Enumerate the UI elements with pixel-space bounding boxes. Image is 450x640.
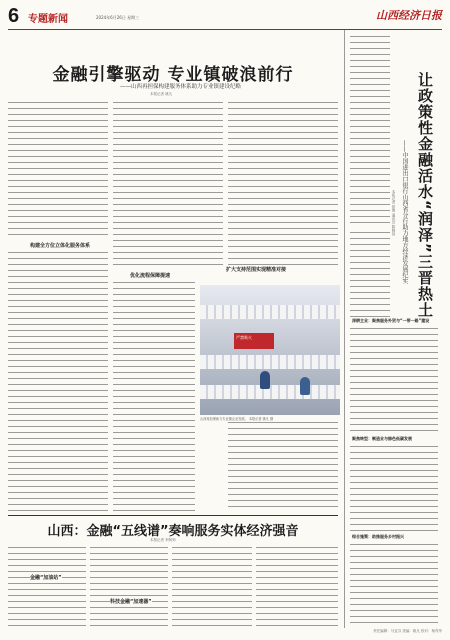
- right-byline: 本报记者 郭俊 通讯员 陈晓蓓: [392, 190, 396, 236]
- body-text: [113, 100, 223, 270]
- right-subtitle-1: 深耕主业：聚焦服务外贸与“一带一路”建设: [352, 318, 430, 323]
- main-headline: 金融引擎驱动 专业镇破浪前行: [52, 65, 294, 85]
- main-subtitle-2: 优化流程保障提速: [130, 273, 171, 279]
- shelf-row: [200, 385, 340, 399]
- page-footer: 责任编辑：马亚芬 美编：姚凡 校对：杨茂华: [373, 629, 442, 633]
- right-subhead: ——中国进出口银行山西省分行助力地方经济发展纪实: [401, 140, 408, 284]
- masthead: 山西经济日报: [376, 9, 442, 22]
- page-header: [8, 4, 442, 30]
- warning-sign: 严禁吸火: [234, 333, 274, 349]
- body-text: [350, 542, 438, 626]
- body-text: [350, 326, 438, 436]
- body-text: [113, 280, 195, 512]
- factory-photo: [200, 285, 340, 415]
- worker-figure: [260, 371, 270, 389]
- page-number: 6: [8, 5, 20, 27]
- body-text: [228, 100, 338, 265]
- main-subtitle-1: 构建全方位立体化服务体系: [30, 243, 91, 249]
- second-byline: 本报记者 李阿帅: [150, 538, 176, 542]
- body-text: [8, 100, 108, 240]
- dateline: 2024年6月26日 星期三: [96, 15, 140, 20]
- main-subtitle-3: 扩大支持范围实现精准对接: [226, 267, 287, 273]
- shelf-row: [200, 355, 340, 369]
- body-text: [8, 545, 86, 627]
- worker-figure: [300, 377, 310, 395]
- main-subhead: ——山西再担保构建服务体系助力专业镇建设纪略: [120, 84, 242, 90]
- divider: [8, 515, 338, 516]
- body-text: [350, 34, 390, 224]
- body-text: [350, 444, 438, 534]
- right-headline: 让政策性金融活水“润泽”三晋热土: [416, 72, 434, 318]
- shelf-row: [200, 305, 340, 319]
- right-subtitle-2: 聚焦转型：制造业与绿色低碳发展: [352, 436, 412, 441]
- second-subtitle-2: 科技金融“加速器”: [110, 599, 152, 605]
- photo-caption: 山西再担保助力专业镇企业发展。 本报记者 姚凡 摄: [200, 417, 274, 421]
- body-text: [172, 545, 252, 627]
- second-subtitle-1: 金融“加油站”: [30, 575, 62, 581]
- section-title: 专题新闻: [28, 14, 68, 25]
- right-subtitle-3: 综合施策：助推服务乡村振兴: [352, 534, 404, 539]
- body-text: [8, 250, 108, 512]
- body-text: [256, 545, 338, 627]
- second-headline: 山西：金融“五线谱”奏响服务实体经济强音: [47, 524, 299, 539]
- column-divider: [344, 30, 345, 628]
- main-byline: 本报记者 姚凡: [150, 92, 173, 96]
- body-text: [350, 230, 390, 320]
- body-text: [228, 420, 338, 512]
- body-text: [90, 545, 168, 627]
